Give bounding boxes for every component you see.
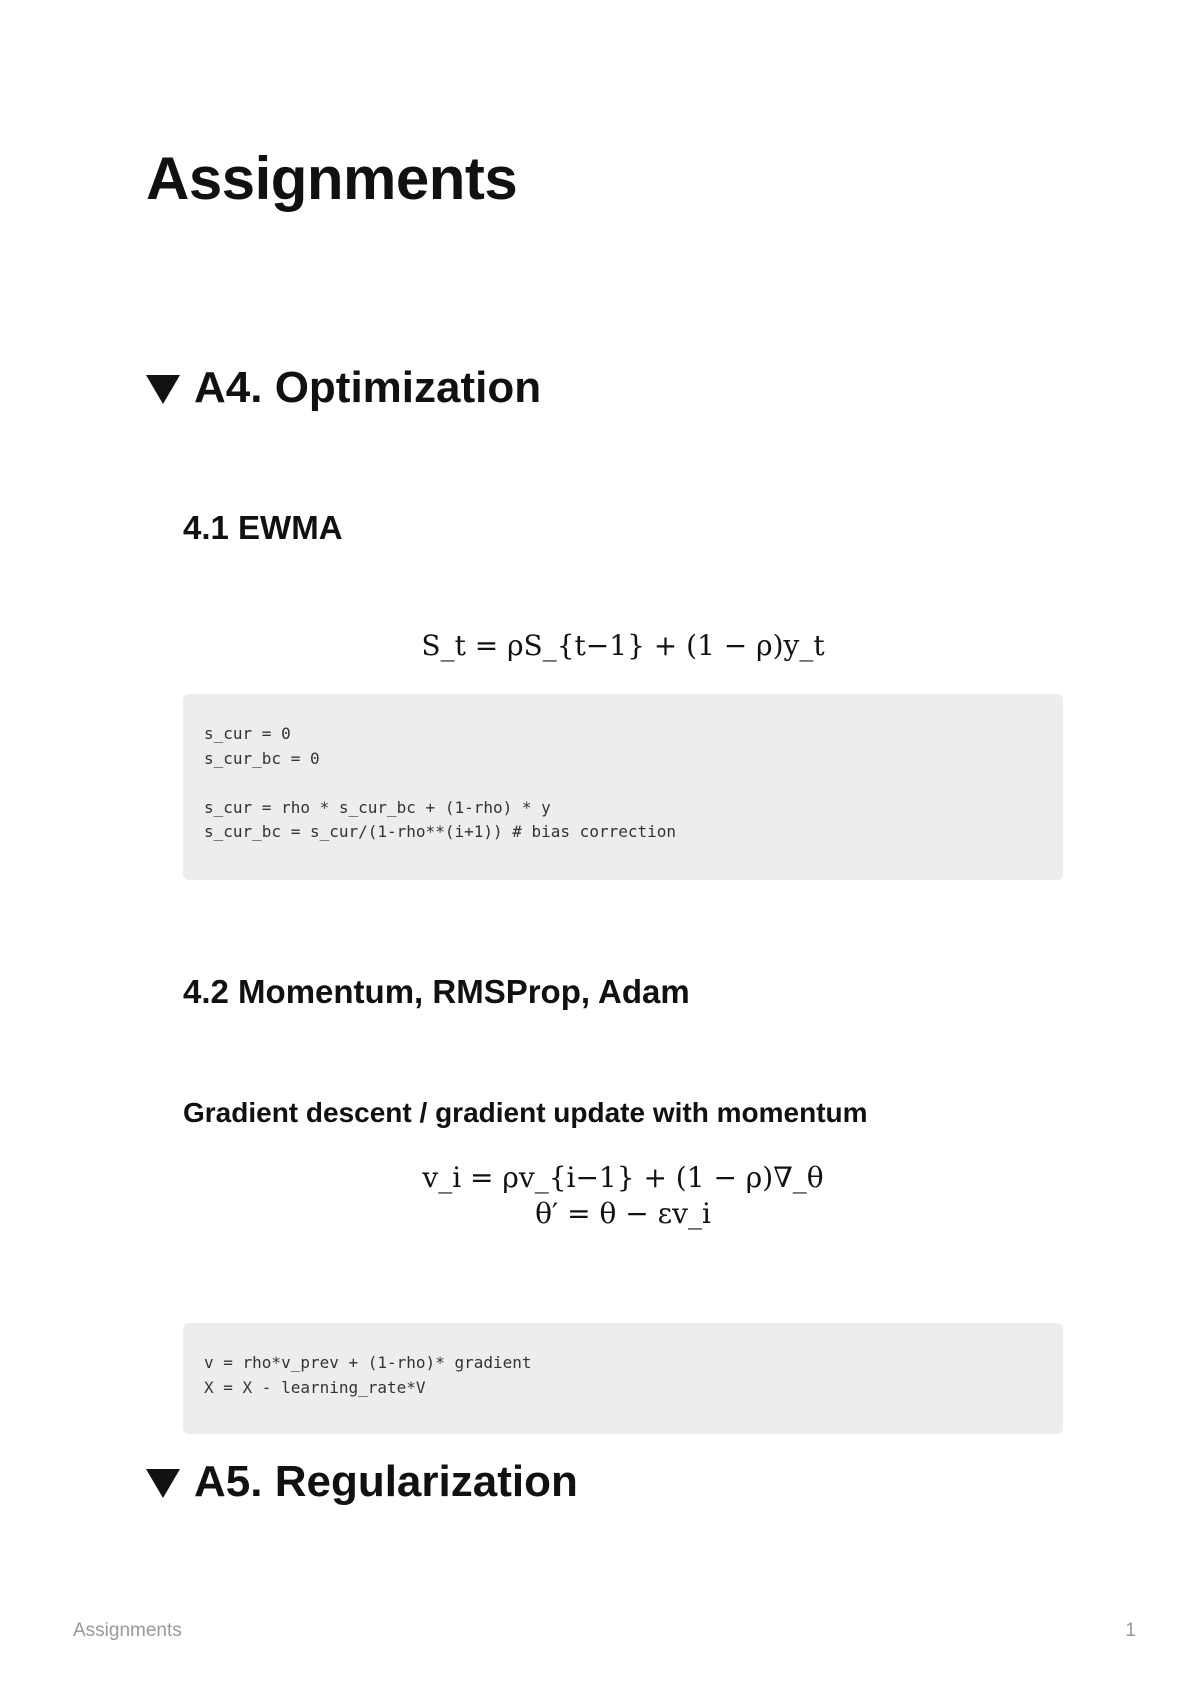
code-block-momentum[interactable]: [183, 1323, 1063, 1434]
code-line: v = rho*v_prev + (1-rho)* gradient: [204, 1353, 532, 1372]
formula-momentum-line-1: v_i = ρv_{i−1} + (1 − ρ)∇_θ: [422, 1161, 824, 1194]
page-title: Assignments: [146, 145, 518, 212]
toggle-triangle-icon[interactable]: [146, 1469, 180, 1498]
code-line: s_cur_bc = s_cur/(1-rho**(i+1)) # bias correction: [204, 822, 677, 841]
footer-document-title: Assignments: [73, 1620, 182, 1641]
code-line: [204, 771, 1042, 796]
code-block-ewma[interactable]: [183, 694, 1063, 880]
code-line: X = X - learning_rate*V: [204, 1377, 426, 1397]
heading-ewma: 4.1 EWMA: [183, 509, 343, 546]
code-line: s_cur = 0: [204, 724, 291, 743]
toggle-heading-a5-label: A5. Regularization: [194, 1457, 578, 1506]
footer-page-number: 1: [1125, 1620, 1136, 1641]
formula-ewma: [183, 628, 1063, 664]
toggle-heading-a5[interactable]: [146, 1458, 578, 1506]
code-line: s_cur_bc = 0: [204, 748, 320, 768]
toggle-heading-a4[interactable]: [146, 364, 541, 412]
toggle-triangle-icon[interactable]: [146, 375, 180, 404]
formula-momentum: [183, 1160, 1063, 1232]
formula-ewma-text: S_t = ρS_{t−1} + (1 − ρ)y_t: [421, 629, 825, 662]
formula-momentum-line-2: θ′ = θ − εv_i: [535, 1197, 711, 1230]
code-line: s_cur = rho * s_cur_bc + (1-rho) * y: [204, 797, 551, 817]
toggle-heading-a4-label: A4. Optimization: [194, 363, 542, 412]
heading-momentum: 4.2 Momentum, RMSProp, Adam: [183, 973, 690, 1010]
subheading-gradient-descent: Gradient descent / gradient update with momentum: [183, 1097, 868, 1128]
